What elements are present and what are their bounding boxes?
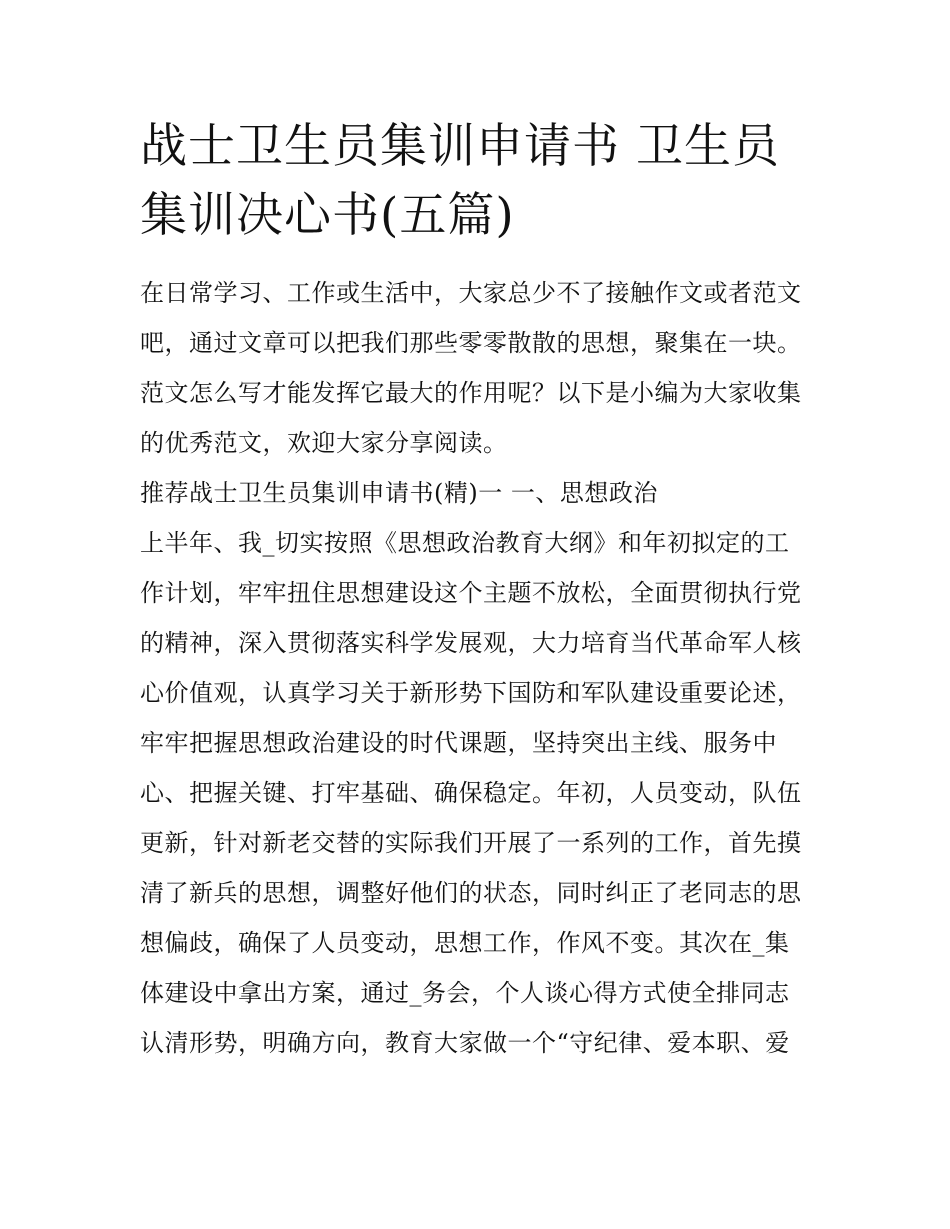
body-line: 清了新兵的思想，调整好他们的状态，同时纠正了老同志的思 — [140, 879, 802, 907]
body-line: 上半年、我_切实按照《思想政治教育大纲》和年初拟定的工 — [140, 529, 790, 557]
title-line: 集训决心书(五篇) — [140, 188, 515, 243]
intro-line: 在日常学习、工作或生活中，大家总少不了接触作文或者范文 — [140, 279, 802, 307]
body-line: 认清形势，明确方向，教育大家做一个“守纪律、爱本职、爱 — [140, 1029, 790, 1057]
intro-paragraph — [140, 268, 820, 468]
document-page — [140, 112, 820, 1068]
section-heading: 推荐战士卫生员集训申请书(精)一 一、思想政治 — [140, 479, 658, 507]
body-line: 牢牢把握思想政治建设的时代课题，坚持突出主线、服务中 — [140, 729, 777, 757]
body-line: 的精神，深入贯彻落实科学发展观，大力培育当代革命军人核 — [140, 629, 802, 657]
body-line: 作计划，牢牢扭住思想建设这个主题不放松，全面贯彻执行党 — [140, 579, 802, 607]
intro-line: 吧，通过文章可以把我们那些零零散散的思想，聚集在一块。 — [140, 329, 802, 357]
body-line: 体建设中拿出方案，通过_务会，个人谈心得方式使全排同志 — [140, 979, 790, 1007]
body-line: 心价值观，认真学习关于新形势下国防和军队建设重要论述， — [140, 679, 802, 707]
intro-line: 的优秀范文，欢迎大家分享阅读。 — [140, 429, 508, 457]
body-line: 更新，针对新老交替的实际我们开展了一系列的工作，首先摸 — [140, 829, 802, 857]
body-paragraph — [140, 518, 820, 1068]
intro-line: 范文怎么写才能发挥它最大的作用呢？以下是小编为大家收集 — [140, 379, 802, 407]
body-line: 心、把握关键、打牢基础、确保稳定。年初，人员变动，队伍 — [140, 779, 802, 807]
document-title — [140, 112, 820, 250]
title-line: 战士卫生员集训申请书 卫生员 — [140, 119, 780, 174]
body-line: 想偏歧，确保了人员变动，思想工作，作风不变。其次在_集 — [140, 929, 790, 957]
